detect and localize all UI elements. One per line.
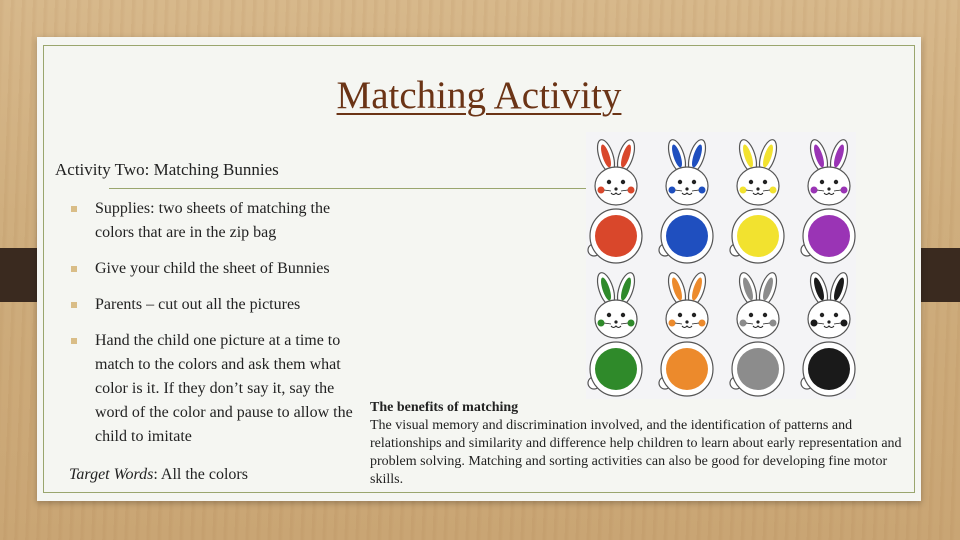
list-item	[67, 197, 367, 245]
instruction-list	[67, 197, 367, 461]
target-words-label: Target Words	[69, 466, 154, 483]
list-item	[67, 257, 367, 281]
list-item	[67, 293, 367, 317]
bunny-icon	[801, 138, 855, 263]
bunny-icon	[588, 271, 642, 396]
bunnies-illustration	[586, 132, 856, 399]
slide-paper	[37, 37, 921, 501]
bullet-text: Hand the child one picture at a time to match to the colors and ask them what color is it. If they don’t say it, say the word of the color and pause to allow the child to imitate	[95, 332, 353, 445]
target-words	[69, 466, 248, 484]
bullet-square-icon	[71, 206, 77, 212]
bullet-square-icon	[71, 302, 77, 308]
benefits-box	[370, 399, 915, 489]
bullet-text: Parents – cut out all the pictures	[95, 296, 301, 313]
target-words-value: : All the colors	[153, 466, 248, 483]
bullet-square-icon	[71, 266, 77, 272]
activity-subtitle: Activity Two: Matching Bunnies	[55, 160, 279, 179]
list-item	[67, 329, 367, 449]
bullet-text: Supplies: two sheets of matching the colors that are in the zip bag	[95, 200, 331, 241]
bunny-icon	[730, 271, 784, 396]
bunny-icon	[801, 271, 855, 396]
bunny-icon	[659, 138, 713, 263]
benefits-title: The benefits of matching	[370, 400, 519, 415]
bunnies-photo	[586, 132, 856, 399]
subtitle-divider	[109, 188, 589, 189]
bullet-square-icon	[71, 338, 77, 344]
bullet-text: Give your child the sheet of Bunnies	[95, 260, 330, 277]
bunny-icon	[730, 138, 784, 263]
benefits-body: The visual memory and discrimination involved, and the identification of patterns and relationships and similarity and difference help children to learn about early representation and problem solving. Matching and sorting activities can also be good for developing fine motor skills.	[370, 418, 902, 487]
bunny-icon	[588, 138, 642, 263]
bunny-icon	[659, 271, 713, 396]
slide-title: Matching Activity	[336, 74, 622, 117]
